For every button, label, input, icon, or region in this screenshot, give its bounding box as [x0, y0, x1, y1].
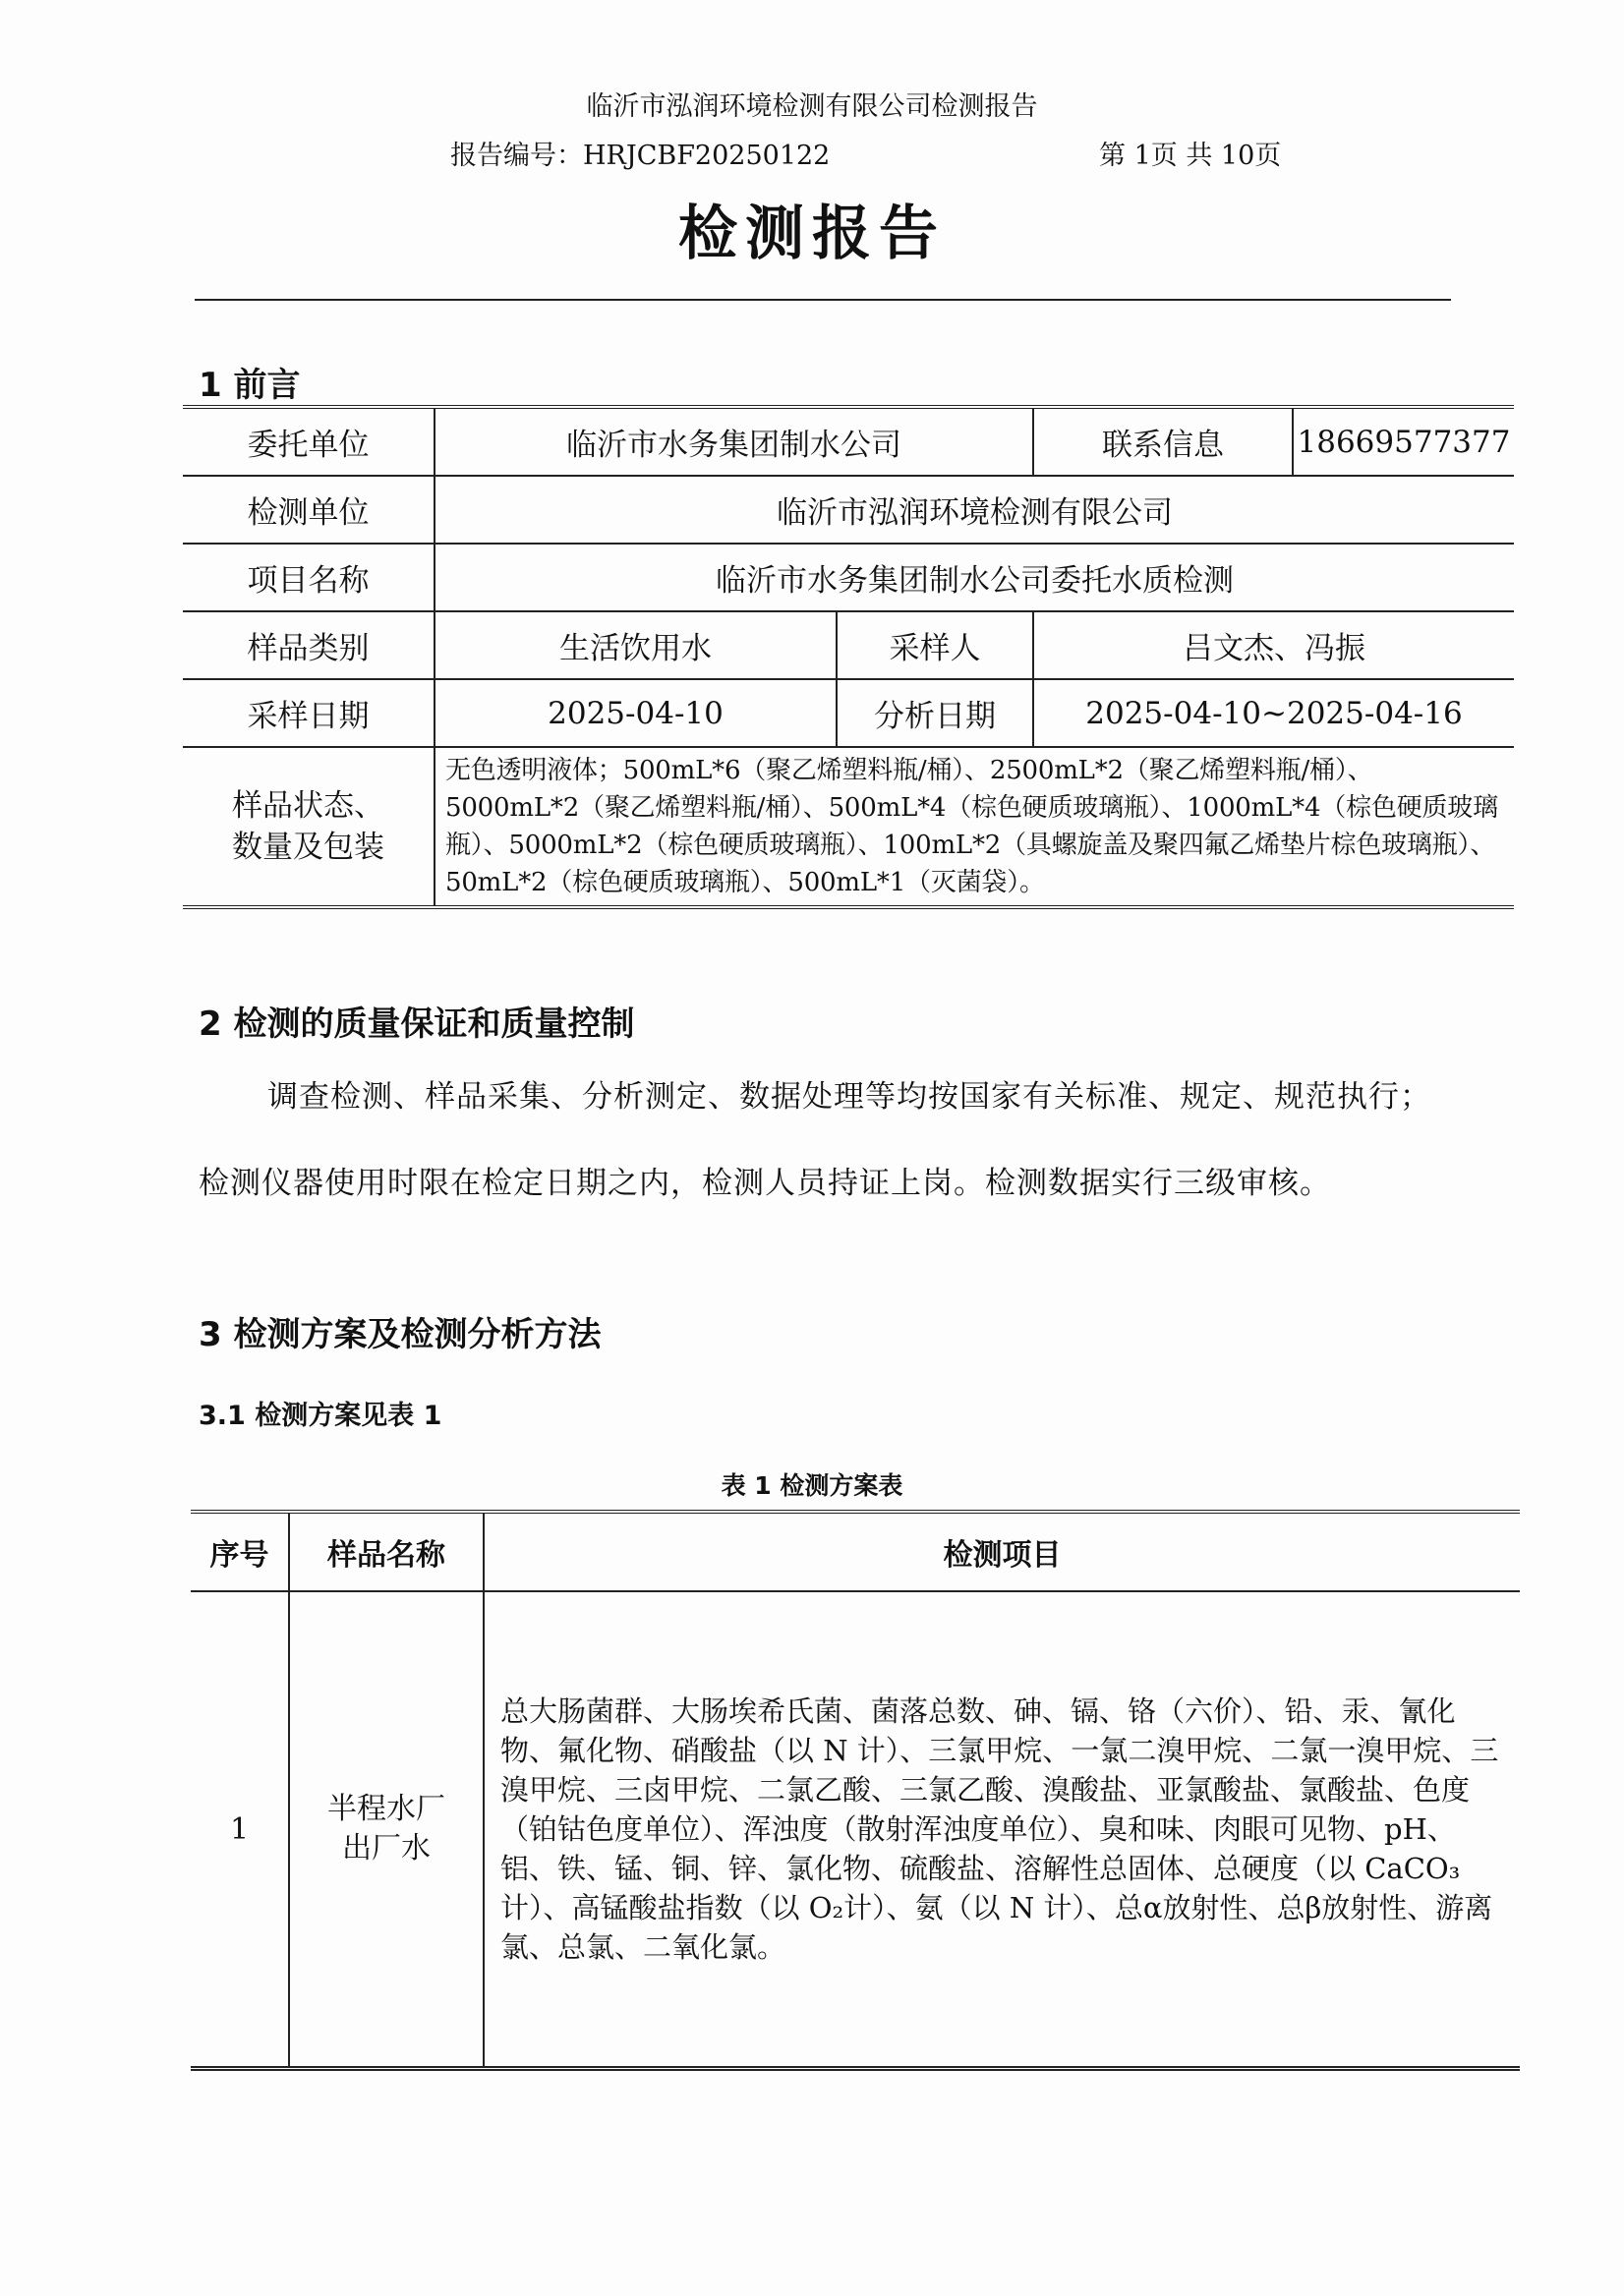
table-row [183, 407, 1514, 476]
section-3-1-heading: 3.1 检测方案见表 1 [199, 1401, 442, 1431]
page-info: 第 1页 共 10页 [1099, 141, 1282, 171]
table-header-row [191, 1512, 1520, 1591]
row-detection-items: 总大肠菌群、大肠埃希氏菌、菌落总数、砷、镉、铬（六价）、铅、汞、氰化物、氟化物、硝酸盐（以 N 计）、三氯甲烷、一氯二溴甲烷、二氯一溴甲烷、三溴甲烷、三卤甲烷、二氯乙酸、三氯乙酸、溴酸盐、亚氯酸盐、氯酸盐、色度（铂钴色度单位）、浑浊度（散射浑浊度单位）、臭和味、肉眼可见物、pH、铝、铁、锰、铜、锌、氯化物、硫酸盐、溶解性总固体、总硬度（以 CaCO₃ 计）、高锰酸盐指数（以 O₂计）、氨（以 N 计）、总α放射性、总β放射性、游离氯、总氯、二氧化氯。 [484, 1591, 1520, 2069]
section-2-heading: 2 检测的质量保证和质量控制 [199, 1004, 635, 1044]
client-label: 委托单位 [183, 407, 435, 476]
column-header-sample: 样品名称 [289, 1512, 484, 1591]
project-label: 项目名称 [183, 544, 435, 611]
sampler-value: 吕文杰、冯振 [1033, 611, 1514, 679]
lab-value: 临沂市泓润环境检测有限公司 [435, 476, 1514, 544]
project-value: 临沂市水务集团制水公司委托水质检测 [435, 544, 1514, 611]
column-header-no: 序号 [191, 1512, 289, 1591]
column-header-items: 检测项目 [484, 1512, 1520, 1591]
table-row [183, 611, 1514, 679]
sampling-date-label: 采样日期 [183, 679, 435, 747]
title-divider [195, 299, 1451, 301]
sample-type-label: 样品类别 [183, 611, 435, 679]
analysis-date-label: 分析日期 [837, 679, 1033, 747]
document-title: 检测报告 [678, 200, 946, 268]
header-company-line: 临沂市泓润环境检测有限公司检测报告 [586, 91, 1038, 122]
section-1-heading: 1 前言 [199, 366, 301, 405]
quality-control-paragraph: 调查检测、样品采集、分析测定、数据处理等均按国家有关标准、规定、规范执行；检测仪器使用时限在检定日期之内，检测人员持证上岗。检测数据实行三级审核。 [199, 1079, 1431, 1201]
report-info-table [183, 405, 1514, 909]
sampler-label: 采样人 [837, 611, 1033, 679]
table-row [183, 679, 1514, 747]
row-sample-name: 半程水厂出厂水 [289, 1591, 484, 2069]
table-1-caption: 表 1 检测方案表 [721, 1471, 903, 1500]
row-no: 1 [191, 1591, 289, 2069]
table-row [183, 476, 1514, 544]
analysis-date-value: 2025-04-10~2025-04-16 [1033, 679, 1514, 747]
sample-type-value: 生活饮用水 [435, 611, 837, 679]
lab-label: 检测单位 [183, 476, 435, 544]
contact-value: 18669577377 [1293, 407, 1514, 476]
section-3-heading: 3 检测方案及检测分析方法 [199, 1315, 602, 1354]
report-number: 报告编号：HRJCBF20250122 [450, 141, 831, 171]
packaging-value: 无色透明液体；500mL*6（聚乙烯塑料瓶/桶）、2500mL*2（聚乙烯塑料瓶/桶）、5000mL*2（聚乙烯塑料瓶/桶）、500mL*4（棕色硬质玻璃瓶）、1000mL*4（棕色硬质玻璃瓶）、5000mL*2（棕色硬质玻璃瓶）、100mL*2（具螺旋盖及聚四氟乙烯垫片棕色玻璃瓶）、50mL*2（棕色硬质玻璃瓶）、500mL*1（灭菌袋）。 [435, 747, 1514, 907]
table-row [183, 747, 1514, 907]
sampling-date-value: 2025-04-10 [435, 679, 837, 747]
table-row [191, 1591, 1520, 2069]
table-row [183, 544, 1514, 611]
client-value: 临沂市水务集团制水公司 [435, 407, 1033, 476]
detection-plan-table [191, 1510, 1520, 2071]
packaging-label: 样品状态、数量及包装 [183, 747, 435, 907]
contact-label: 联系信息 [1033, 407, 1293, 476]
